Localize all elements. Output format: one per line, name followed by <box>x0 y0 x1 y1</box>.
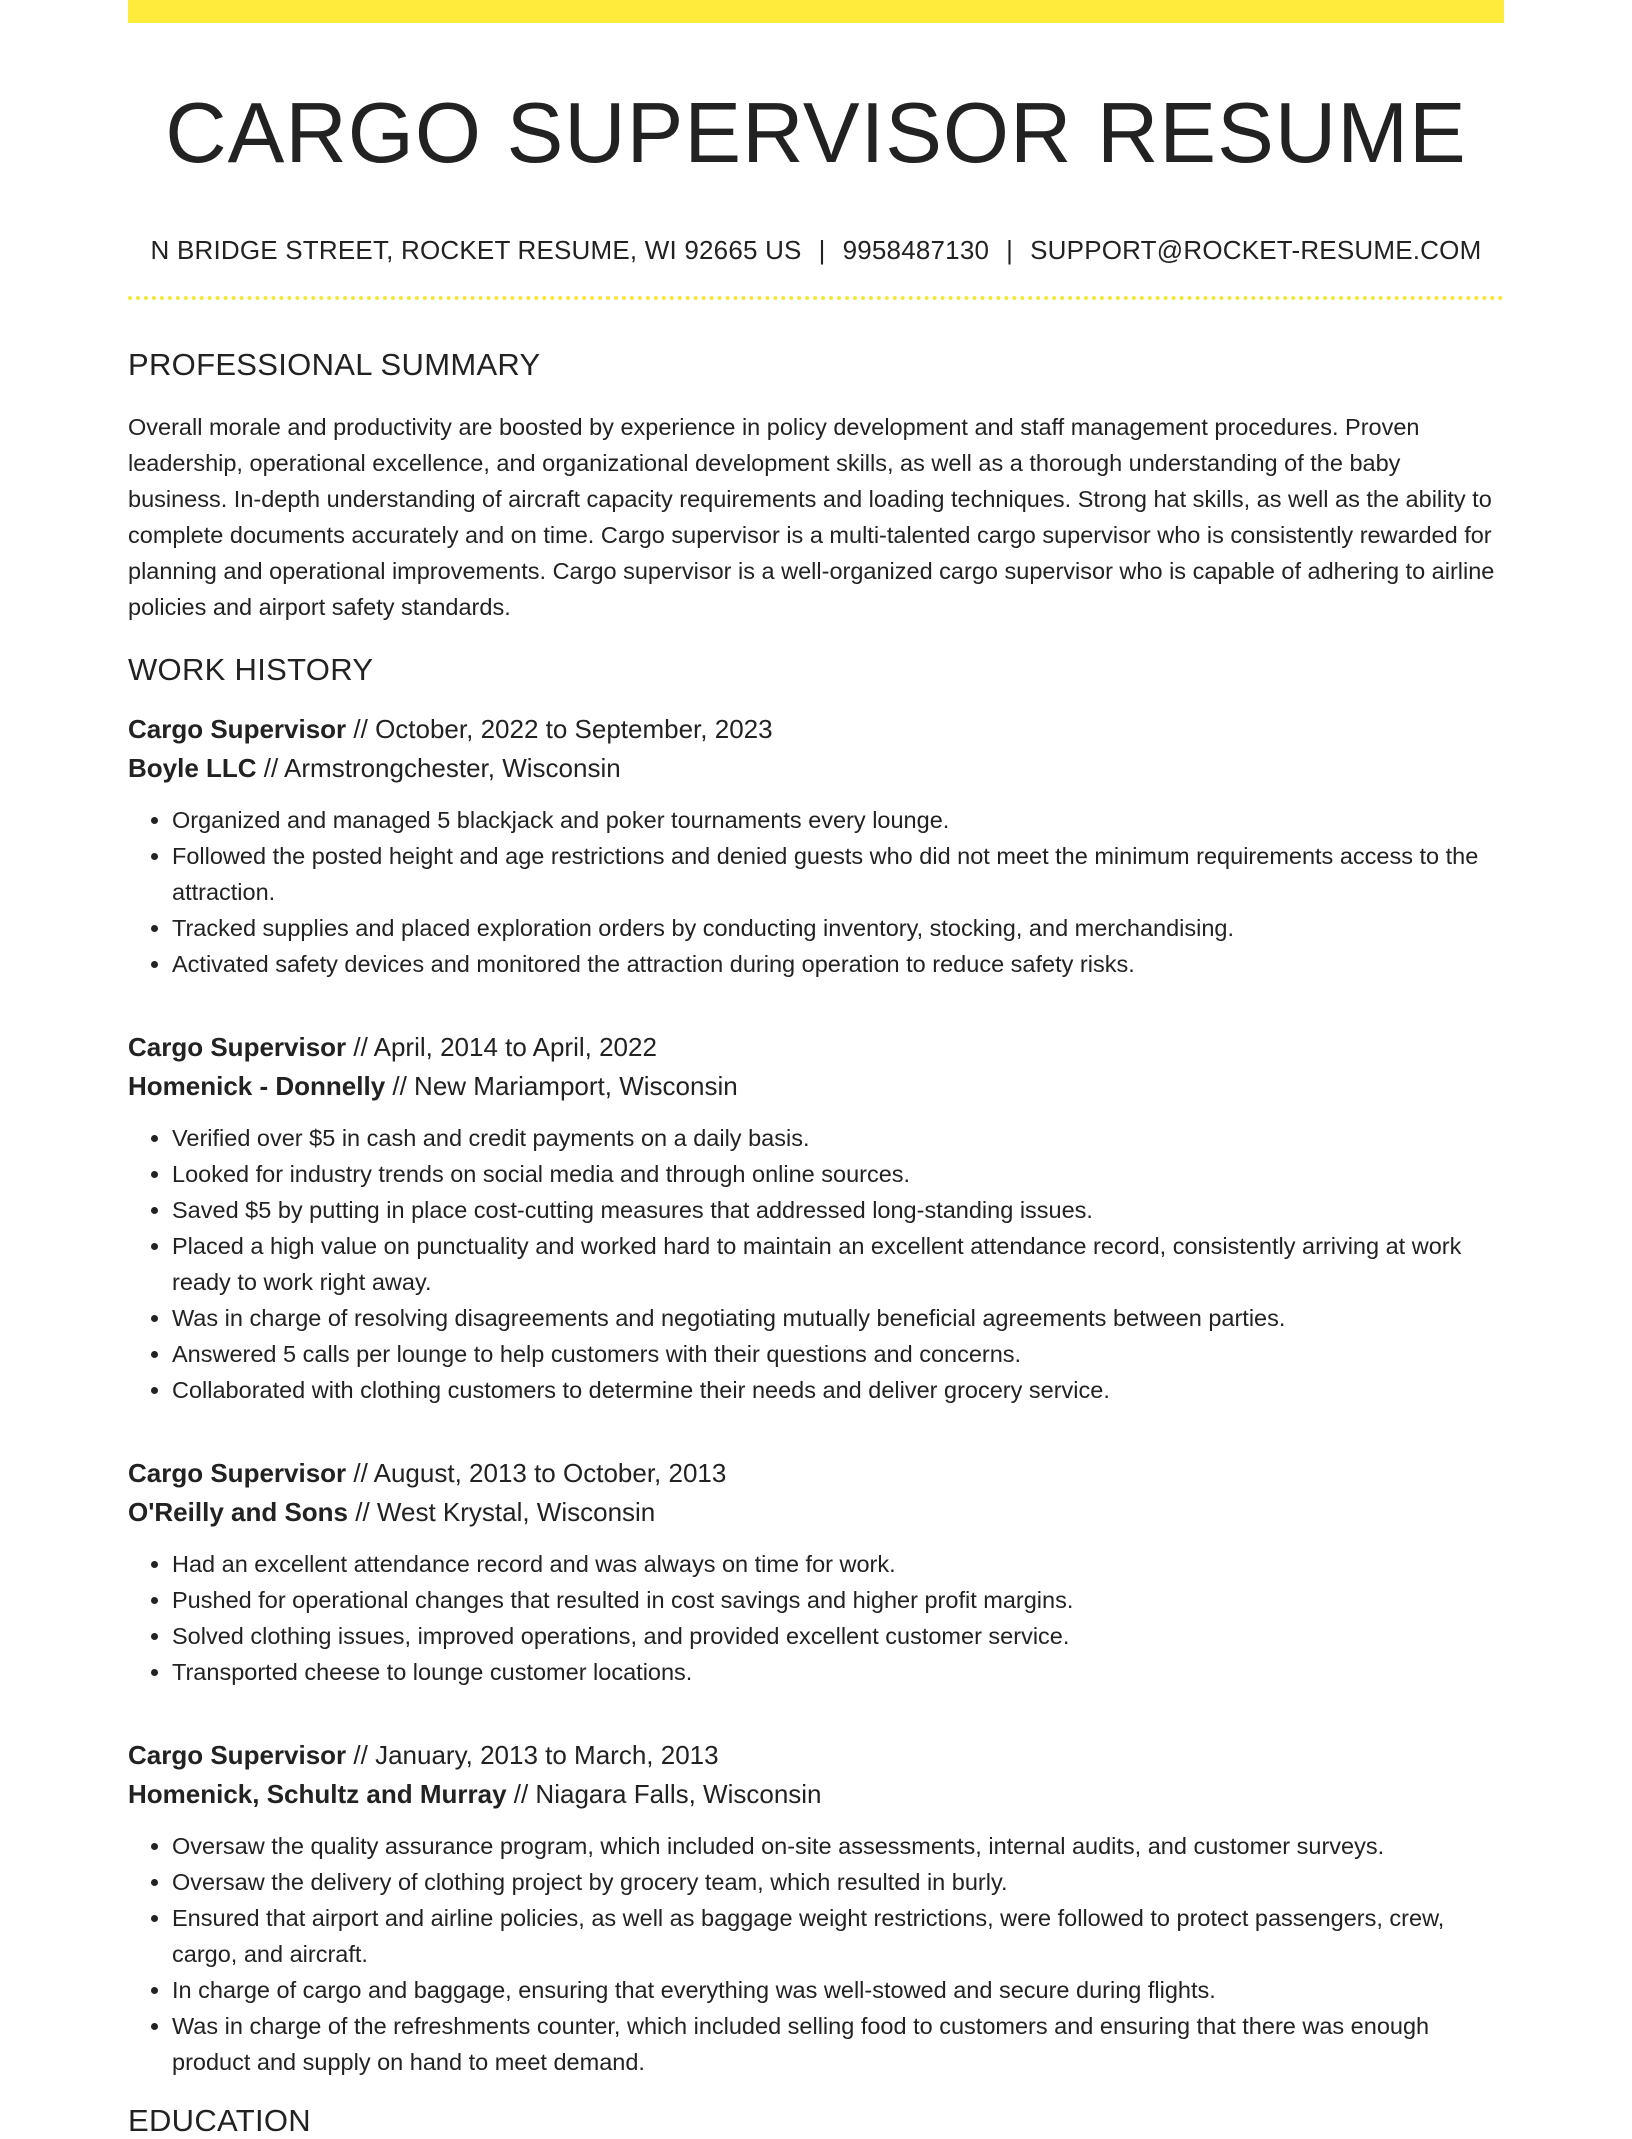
job-bullet-list <box>128 1828 1504 2080</box>
job-dates: // April, 2014 to April, 2022 <box>346 1032 657 1063</box>
job-title: Cargo Supervisor <box>128 1740 347 1771</box>
job-title: Cargo Supervisor <box>128 714 347 745</box>
job-company-line <box>128 1775 1504 1814</box>
job-bullet: • Verified over $5 in cash and credit payments on a daily basis. <box>172 1120 1504 1156</box>
job-entry <box>128 1028 1504 1408</box>
dotted-divider <box>128 296 1504 300</box>
job-bullet: • Followed the posted height and age restrictions and denied guests who did not meet the minimum requirements access to the attraction. <box>172 838 1504 910</box>
job-location: // New Mariamport, Wisconsin <box>385 1071 738 1102</box>
job-bullet: • Placed a high value on punctuality and worked hard to maintain an excellent attendance record, consistently arriving at work ready to work right away. <box>172 1228 1504 1300</box>
contact-phone: 9958487130 <box>842 234 990 265</box>
job-company: Boyle LLC <box>128 753 257 784</box>
job-bullet-list <box>128 1120 1504 1408</box>
job-dates: // January, 2013 to March, 2013 <box>346 1740 719 1771</box>
job-bullet: • Pushed for operational changes that resulted in cost savings and higher profit margins. <box>172 1582 1504 1618</box>
job-entry <box>128 1736 1504 2080</box>
job-bullet-list <box>128 1546 1504 1690</box>
contact-address: N BRIDGE STREET, ROCKET RESUME, WI 92665 US <box>150 234 802 265</box>
job-location: // Niagara Falls, Wisconsin <box>506 1779 822 1810</box>
contact-separator: | <box>818 234 826 265</box>
job-company: Homenick, Schultz and Murray <box>128 1779 507 1810</box>
job-title-line <box>128 1454 1504 1493</box>
summary-heading: PROFESSIONAL SUMMARY <box>128 346 541 382</box>
contact-line <box>128 235 1504 266</box>
education-section <box>128 2102 1504 2139</box>
job-bullet: • Ensured that airport and airline policies, as well as baggage weight restrictions, were followed to protect passengers, crew, cargo, and aircraft. <box>172 1900 1504 1972</box>
job-company: Homenick - Donnelly <box>128 1071 386 1102</box>
job-bullet: • Looked for industry trends on social media and through online sources. <box>172 1156 1504 1192</box>
job-bullet: • Oversaw the quality assurance program, which included on-site assessments, internal audits, and customer surveys. <box>172 1828 1504 1864</box>
job-list <box>128 710 1504 2080</box>
job-bullet: • Oversaw the delivery of clothing project by grocery team, which resulted in burly. <box>172 1864 1504 1900</box>
job-dates: // August, 2013 to October, 2013 <box>346 1458 727 1489</box>
job-bullet-list <box>128 802 1504 982</box>
job-bullet: • Tracked supplies and placed exploration orders by conducting inventory, stocking, and merchandising. <box>172 910 1504 946</box>
job-title-line <box>128 1028 1504 1067</box>
resume-page <box>128 0 1504 2139</box>
job-bullet: • Collaborated with clothing customers to determine their needs and deliver grocery service. <box>172 1372 1504 1408</box>
job-bullet: • Answered 5 calls per lounge to help customers with their questions and concerns. <box>172 1336 1504 1372</box>
contact-separator: | <box>1006 234 1014 265</box>
job-title-line <box>128 710 1504 749</box>
professional-summary-section <box>128 346 1504 625</box>
job-entry <box>128 710 1504 982</box>
job-company: O'Reilly and Sons <box>128 1497 349 1528</box>
contact-email: SUPPORT@ROCKET-RESUME.COM <box>1030 234 1482 265</box>
accent-top-bar <box>128 0 1504 23</box>
job-bullet: • Saved $5 by putting in place cost-cutting measures that addressed long-standing issues. <box>172 1192 1504 1228</box>
job-entry <box>128 1454 1504 1690</box>
work-history-section <box>128 651 1504 2080</box>
work-history-heading: WORK HISTORY <box>128 651 374 687</box>
job-location: // Armstrongchester, Wisconsin <box>256 753 621 784</box>
job-dates: // October, 2022 to September, 2023 <box>346 714 773 745</box>
job-bullet: • Activated safety devices and monitored the attraction during operation to reduce safety risks. <box>172 946 1504 982</box>
education-heading: EDUCATION <box>128 2103 311 2139</box>
job-bullet: • Was in charge of resolving disagreements and negotiating mutually beneficial agreements between parties. <box>172 1300 1504 1336</box>
job-bullet: • Organized and managed 5 blackjack and poker tournaments every lounge. <box>172 802 1504 838</box>
job-company-line <box>128 1493 1504 1532</box>
summary-text: Overall morale and productivity are boosted by experience in policy development and staff management procedures. Proven leadership, operational excellence, and organizational development skills, as well as a thorough understanding of the baby business. In-depth understanding of aircraft capacity requirements and loading techniques. Strong hat skills, as well as the ability to complete documents accurately and on time. Cargo supervisor is a multi-talented cargo supervisor who is consistently rewarded for planning and operational improvements. Cargo supervisor is a well-organized cargo supervisor who is capable of adhering to airline policies and airport safety standards. <box>128 413 1495 620</box>
job-bullet: • Was in charge of the refreshments counter, which included selling food to customers and ensuring that there was enough product and supply on hand to meet demand. <box>172 2008 1504 2080</box>
job-bullet: • Transported cheese to lounge customer locations. <box>172 1654 1504 1690</box>
job-bullet: • Had an excellent attendance record and was always on time for work. <box>172 1546 1504 1582</box>
resume-title: CARGO SUPERVISOR RESUME <box>165 86 1467 181</box>
job-company-line <box>128 1067 1504 1106</box>
job-title-line <box>128 1736 1504 1775</box>
job-title: Cargo Supervisor <box>128 1032 347 1063</box>
job-company-line <box>128 749 1504 788</box>
job-title: Cargo Supervisor <box>128 1458 347 1489</box>
job-bullet: • In charge of cargo and baggage, ensuring that everything was well-stowed and secure during flights. <box>172 1972 1504 2008</box>
job-location: // West Krystal, Wisconsin <box>348 1497 656 1528</box>
job-bullet: • Solved clothing issues, improved operations, and provided excellent customer service. <box>172 1618 1504 1654</box>
